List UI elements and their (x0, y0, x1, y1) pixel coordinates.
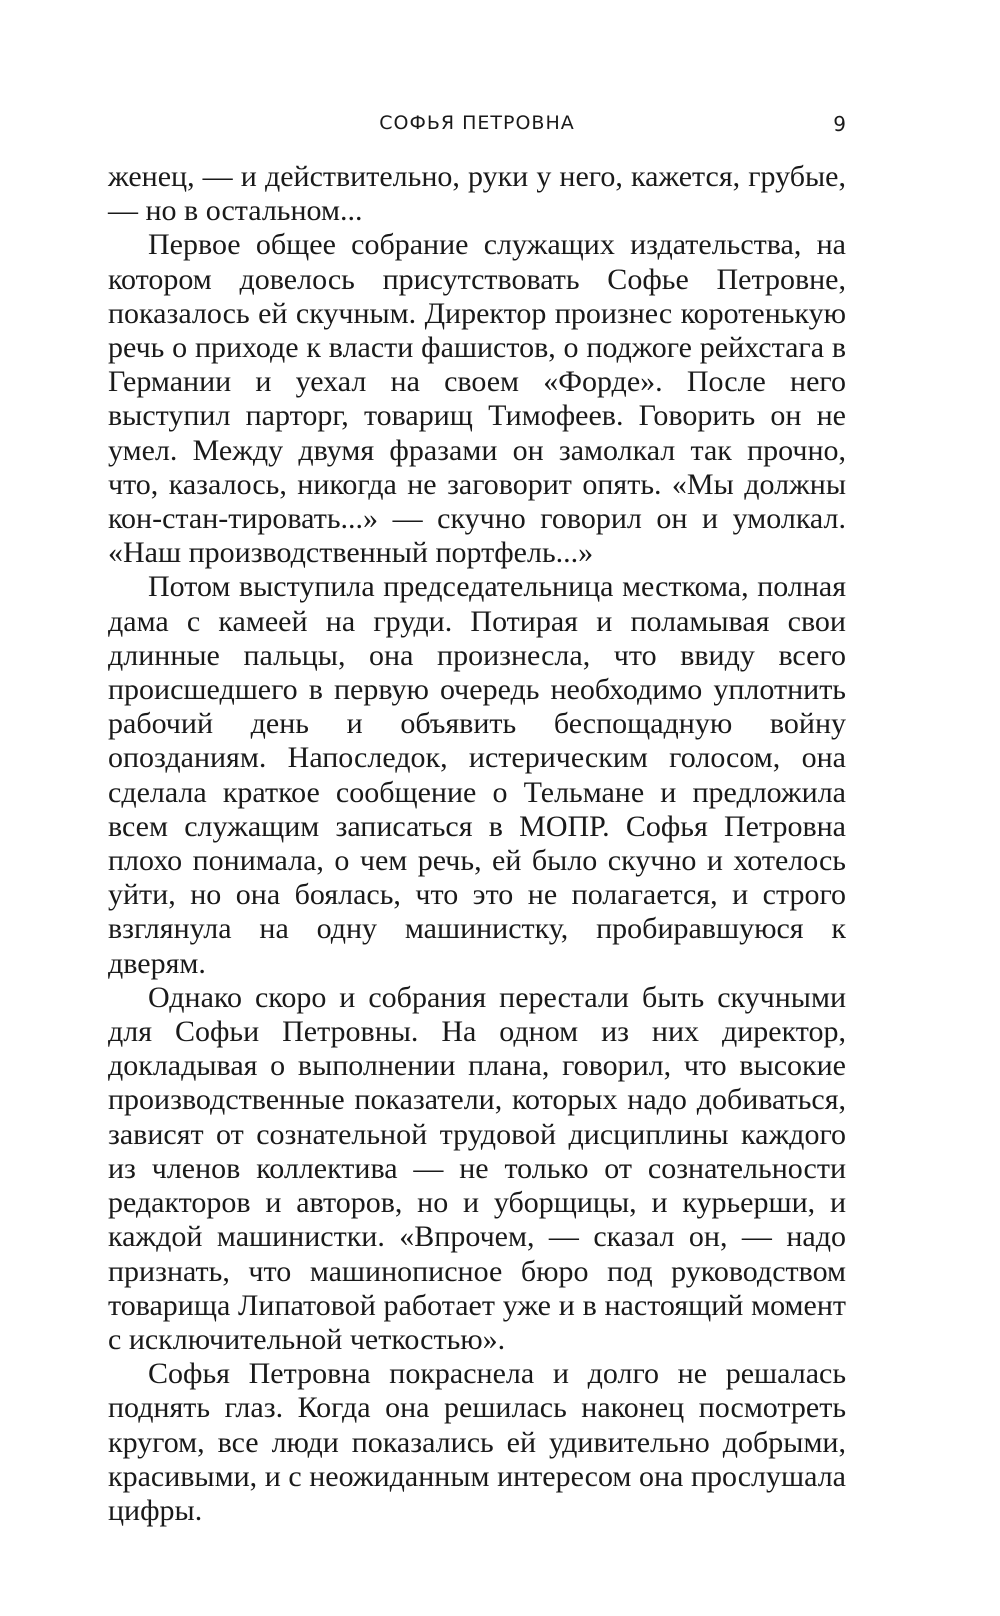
running-head (108, 112, 846, 142)
paragraph: Однако скоро и собрания перестали быть скучными для Софьи Петровны. На одном из них директор, докладывая о выполнении плана, говорил, что высокие производственные показатели, которых надо добиваться, зависят от сознательной трудовой дисциплины каждого из членов коллектива — не только от сознательности редакторов и авторов, но и уборщицы, и курьерши, и каждой машинистки. «Впрочем, — сказал он, — надо признать, что машинописное бюро под руководством товарища Липатовой работает уже и в настоящий момент с исключительной четкостью». (108, 980, 846, 1356)
page-number: 9 (833, 112, 846, 136)
paragraph-continued: женец, — и действительно, руки у него, кажется, грубые, — но в остальном... (108, 160, 846, 228)
paragraph: Первое общее собрание служащих издательства, на котором довелось присутствовать Софье Петровне, показалось ей скучным. Директор произнес коротенькую речь о приходе к власти фашистов, о поджоге рейхстага в Германии и уехал на своем «Форде». После него выступил парторг, товарищ Тимофеев. Говорить он не умел. Между двумя фразами он замолкал так прочно, что, казалось, никогда не заговорит опять. «Мы должны кон-стан-тировать...» — скучно говорил он и умолкал. «Наш производственный портфель...» (108, 228, 846, 570)
body-text (108, 160, 846, 1528)
paragraph: Софья Петровна покраснела и долго не решалась поднять глаз. Когда она решилась наконец посмотреть кругом, все люди показались ей удивительно добрыми, красивыми, и с неожиданным интересом она прослушала цифры. (108, 1357, 846, 1527)
paragraph: Потом выступила председательница месткома, полная дама с камеей на груди. Потирая и поламывая свои длинные пальцы, она произнесла, что ввиду всего происшедшего в первую очередь необходимо уплотнить рабочий день и объявить беспощадную войну опозданиям. Напоследок, истерическим голосом, она сделала краткое сообщение о Тельмане и предложила всем служащим записаться в МОПР. Софья Петровна плохо понимала, о чем речь, ей было скучно и хотелось уйти, но она боялась, что это не полагается, и строго взглянула на одну машинистку, пробиравшуюся к дверям. (108, 570, 846, 980)
running-title: СОФЬЯ ПЕТРОВНА (379, 112, 575, 134)
